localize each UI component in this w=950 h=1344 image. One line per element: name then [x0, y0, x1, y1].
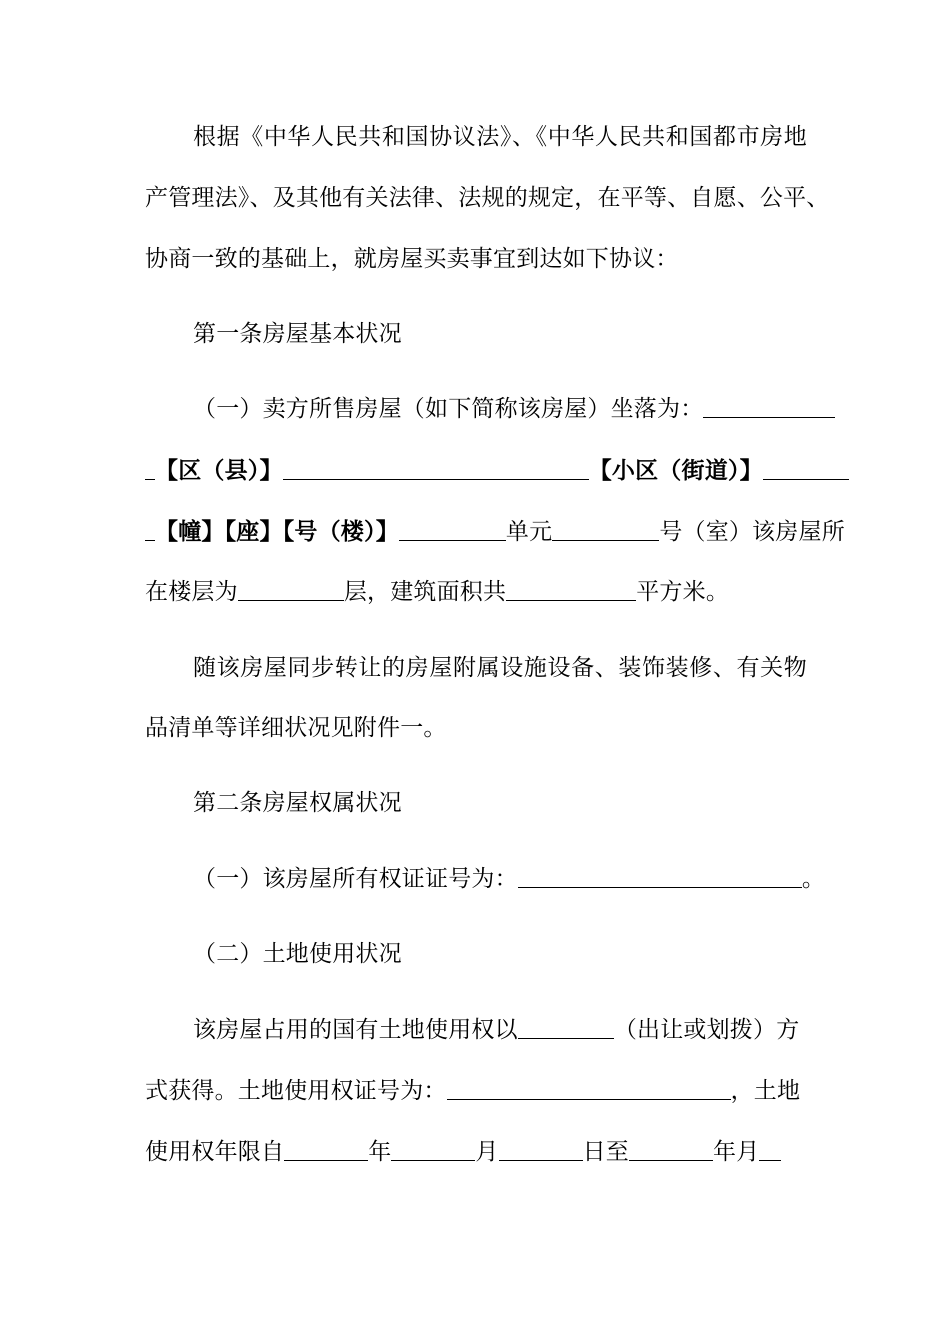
article-1-p2-line-1: [193, 652, 807, 684]
district-label: 【区（县）】: [155, 457, 283, 484]
floor-blank[interactable]: [238, 578, 344, 601]
unit-label: 单元: [505, 519, 553, 545]
floor-label: 在楼层为: [145, 579, 238, 605]
district-blank[interactable]: [283, 457, 589, 480]
area-blank[interactable]: [506, 578, 636, 601]
area-label: 层，建筑面积共: [343, 579, 507, 605]
term-start-month-blank[interactable]: [391, 1138, 475, 1161]
room-label: 号（室）该房屋所: [659, 519, 845, 545]
article-1-s1-line-3: [145, 516, 845, 548]
term-label: 使用权年限自: [145, 1139, 285, 1165]
term-start-year-label: 年: [368, 1139, 392, 1165]
area-unit: 平方米。: [636, 579, 730, 605]
term-start-year-blank[interactable]: [284, 1138, 368, 1161]
land-right-blank[interactable]: [518, 1016, 614, 1039]
preamble-line-1: [193, 121, 807, 153]
preamble-line-2: [145, 182, 830, 214]
certificate-blank[interactable]: [518, 865, 802, 888]
street-blank[interactable]: [763, 457, 849, 480]
article-1-s1-line-4: [145, 576, 807, 608]
unit-blank[interactable]: [552, 518, 659, 541]
term-end-blank[interactable]: [759, 1138, 781, 1161]
preamble-line-3: [145, 243, 807, 275]
location-blank[interactable]: [703, 395, 835, 418]
preamble-text-2: 产管理法》、及其他有关法律、法规的规定，在平等、自愿、公平、: [145, 185, 830, 211]
land-right-label: 该房屋占用的国有土地使用权以: [193, 1017, 518, 1043]
term-end-label: 年月: [713, 1139, 760, 1165]
building-label: 【幢】【座】【号（楼）】: [155, 518, 399, 545]
land-cert-end: ，土地: [730, 1078, 801, 1104]
building-lead-blank[interactable]: [145, 518, 155, 541]
article-2-p-line-1: [193, 1014, 807, 1046]
article-2-s1: [193, 863, 826, 895]
article-2-title: [193, 787, 807, 819]
article-2-title-text: 第二条房屋权属状况: [193, 790, 402, 816]
fixtures-text-2: 品清单等详细状况见附件一。: [145, 715, 447, 741]
article-2-p-line-3: [145, 1136, 807, 1168]
term-start-day-label: 日至: [582, 1139, 630, 1165]
certificate-label: （一）该房屋所有权证证号为：: [193, 866, 518, 892]
building-blank[interactable]: [399, 518, 506, 541]
land-right-method: （出让或划拨）方: [613, 1017, 800, 1043]
land-cert-blank[interactable]: [447, 1077, 731, 1100]
article-1-p2-line-2: [145, 712, 807, 744]
article-2-p-line-2: [145, 1075, 807, 1107]
certificate-end: 。: [801, 866, 826, 892]
street-label: 【小区（街道）】: [588, 457, 763, 484]
district-lead-blank[interactable]: [145, 457, 155, 480]
preamble-text-1: 根据《中华人民共和国协议法》、《中华人民共和国都市房地: [193, 124, 807, 150]
term-start-month-label: 月: [475, 1139, 499, 1165]
land-cert-label: 式获得。土地使用权证号为：: [145, 1078, 447, 1104]
article-2-s2: [193, 938, 807, 970]
term-start-day-blank[interactable]: [499, 1138, 583, 1161]
term-end-year-blank[interactable]: [629, 1138, 713, 1161]
preamble-text-3: 协商一致的基础上，就房屋买卖事宜到达如下协议：: [145, 246, 679, 272]
land-use-heading: （二）土地使用状况: [193, 941, 402, 967]
article-1-s1-line-1: [193, 393, 807, 425]
article-1-s1-line-2: [145, 455, 807, 487]
fixtures-text-1: 随该房屋同步转让的房屋附属设施设备、装饰装修、有关物: [193, 655, 807, 681]
location-label: （一）卖方所售房屋（如下简称该房屋）坐落为：: [193, 396, 704, 422]
article-1-title-text: 第一条房屋基本状况: [193, 321, 402, 347]
article-1-title: [193, 318, 807, 350]
